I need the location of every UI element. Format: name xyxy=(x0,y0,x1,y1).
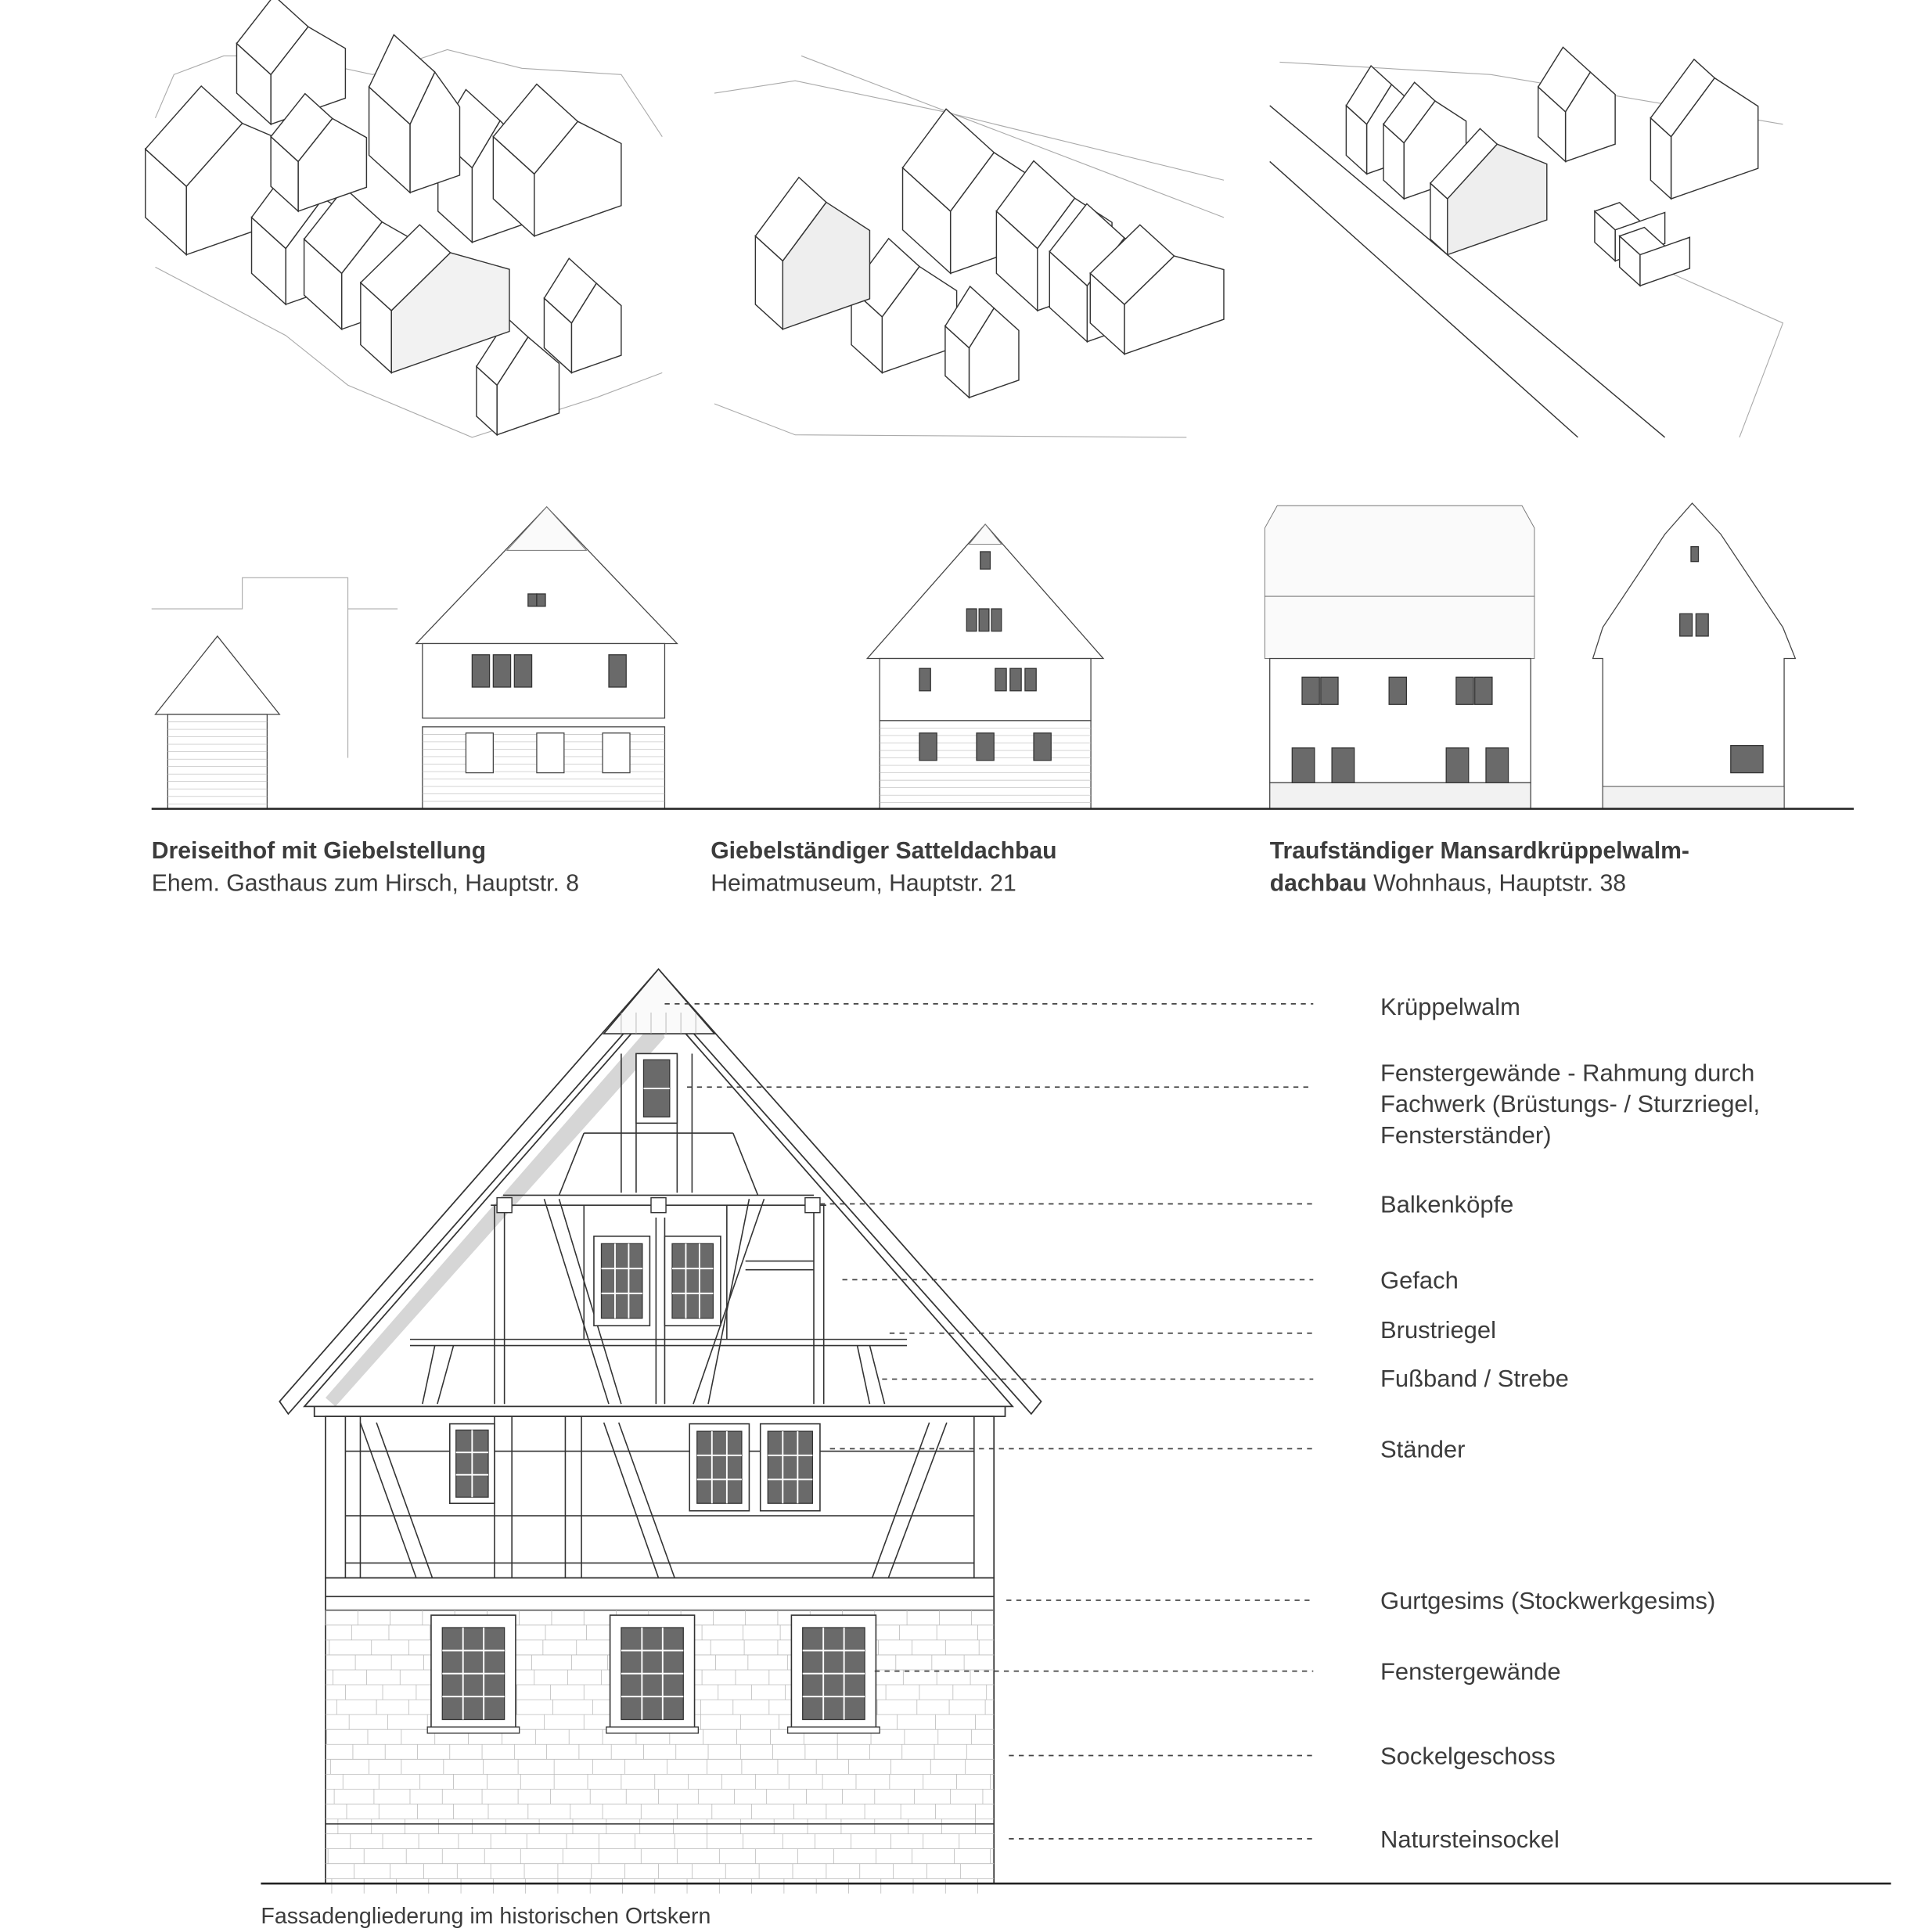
door-0 xyxy=(466,733,493,773)
ground-window-1 xyxy=(1332,748,1355,783)
label-9: Sockelgeschoss xyxy=(1380,1742,1556,1770)
attic-window-1 xyxy=(672,1243,713,1318)
attic-window-0 xyxy=(966,609,977,631)
example-3-subtitle-text: Wohnhaus, Hauptstr. 38 xyxy=(1373,870,1627,897)
label-0: Krüppelwalm xyxy=(1380,993,1520,1021)
upper-window-0 xyxy=(472,655,489,687)
upper-window-2 xyxy=(514,655,531,687)
window-sill-2 xyxy=(788,1727,880,1733)
upper-window-1 xyxy=(1321,677,1338,704)
upper-window-3 xyxy=(1456,677,1473,704)
upper-window-1 xyxy=(995,668,1006,691)
ground-window-0 xyxy=(1292,748,1315,783)
side-attic-window-0 xyxy=(1680,613,1693,636)
label-1-line-1: Fachwerk (Brüstungs- / Sturzriegel, xyxy=(1380,1090,1761,1118)
upper-window-3 xyxy=(609,655,626,687)
upper-window-4 xyxy=(1475,677,1492,704)
upper-window-1 xyxy=(493,655,510,687)
attic-window-1 xyxy=(979,609,989,631)
mansard-roof-lower xyxy=(1265,596,1534,658)
label-10: Natursteinsockel xyxy=(1380,1826,1560,1854)
background-building xyxy=(152,577,398,609)
window-sill-1 xyxy=(606,1727,698,1733)
top-window xyxy=(980,552,991,569)
label-4: Brustriegel xyxy=(1380,1316,1496,1344)
label-2: Balkenköpfe xyxy=(1380,1190,1514,1218)
side-ground-window xyxy=(1731,746,1763,773)
barn-gable xyxy=(155,636,279,714)
side-attic-window-1 xyxy=(1696,613,1708,636)
balkenkopf-2 xyxy=(805,1198,820,1213)
elevation-satteldachbau xyxy=(867,524,1103,809)
label-7: Gurtgesims (Stockwerkgesims) xyxy=(1380,1587,1716,1615)
upper-window-2 xyxy=(768,1431,812,1503)
upper-floor-wall xyxy=(326,1416,994,1578)
mansard-roof-upper xyxy=(1265,505,1534,596)
door-1 xyxy=(537,733,564,773)
upper-window-0 xyxy=(1302,677,1319,704)
upper-window-3 xyxy=(1025,668,1036,691)
upper-window-0 xyxy=(919,668,930,691)
attic-window-0 xyxy=(528,594,537,606)
figure-caption: Fassadengliederung im historischen Ortskern xyxy=(261,1903,711,1929)
isometric-plan-2 xyxy=(714,56,1224,437)
ground-window-3 xyxy=(1486,748,1509,783)
eave-board xyxy=(315,1406,1006,1416)
label-6: Ständer xyxy=(1380,1435,1466,1463)
attic-window-1 xyxy=(537,594,545,606)
site-outline xyxy=(714,404,1186,437)
kruppelwalm xyxy=(604,969,714,1034)
isometric-plan-1 xyxy=(146,0,663,437)
window-sill-0 xyxy=(427,1727,519,1733)
door-2 xyxy=(603,733,630,773)
barn-wall xyxy=(167,714,267,809)
label-8: Fenstergewände xyxy=(1380,1657,1561,1686)
upper-window-2 xyxy=(1389,677,1406,704)
example-1-title: Dreiseithof mit Giebelstellung xyxy=(151,838,487,865)
house-upper-floor xyxy=(423,643,665,718)
elevation-dreiseithof xyxy=(152,507,678,809)
upper-floor xyxy=(880,659,1091,721)
house-roof-tip xyxy=(507,507,587,551)
side-plinth xyxy=(1603,786,1784,809)
example-2-title: Giebelständiger Satteldachbau xyxy=(711,838,1057,865)
example-3-title: Traufständiger Mansardkrüppelwalm- xyxy=(1269,838,1689,865)
label-1-line-2: Fensterständer) xyxy=(1380,1121,1552,1149)
label-3: Gefach xyxy=(1380,1266,1459,1294)
attic-window-2 xyxy=(991,609,1002,631)
label-5: Fußband / Strebe xyxy=(1380,1364,1569,1392)
side-top-window xyxy=(1691,547,1699,562)
labels xyxy=(1380,993,1760,1853)
label-1: Fenstergewände - Rahmung durch xyxy=(1380,1059,1755,1087)
isometric-plan-3 xyxy=(1270,47,1783,437)
attic-window-0 xyxy=(601,1243,642,1318)
main-facade xyxy=(279,969,1041,1893)
balkenkopf-1 xyxy=(651,1198,666,1213)
upper-window-1 xyxy=(697,1431,742,1503)
ground-window-2 xyxy=(1034,733,1051,761)
example-2-subtitle: Heimatmuseum, Hauptstr. 21 xyxy=(711,870,1016,897)
gurtgesims xyxy=(326,1578,994,1610)
upper-window-2 xyxy=(1010,668,1021,691)
ground-window-2 xyxy=(1446,748,1469,783)
elevation-mansard xyxy=(1265,503,1795,809)
example-3-subtitle xyxy=(1270,870,1626,896)
ground-window-0 xyxy=(919,733,937,761)
plinth xyxy=(1270,783,1531,808)
example-1-subtitle: Ehem. Gasthaus zum Hirsch, Hauptstr. 8 xyxy=(151,870,580,897)
roof-tip xyxy=(969,524,1001,544)
balkenkopf-0 xyxy=(497,1198,512,1213)
ground-window-1 xyxy=(977,733,994,761)
example-3-title-line2: dachbau xyxy=(1269,870,1367,897)
